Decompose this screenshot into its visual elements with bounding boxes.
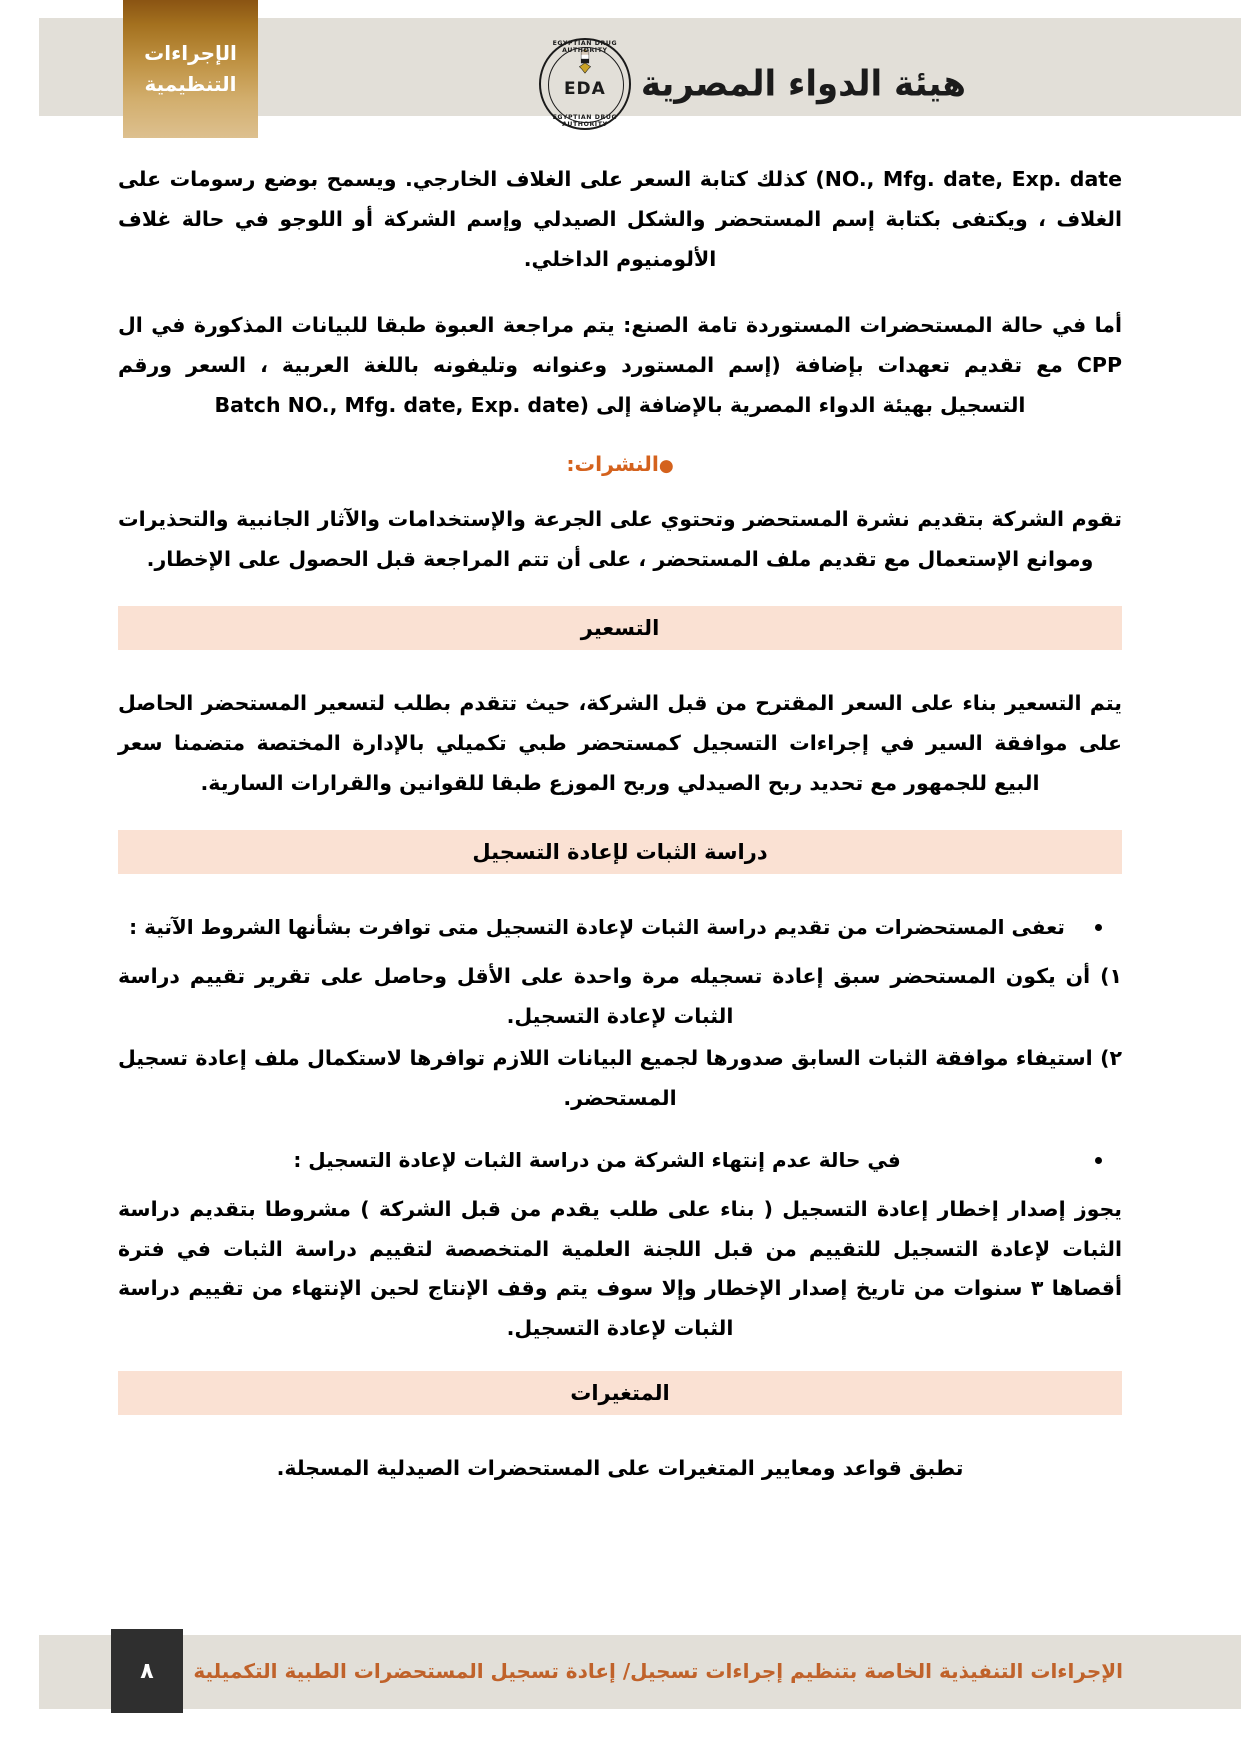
page-header — [0, 0, 1241, 160]
paragraph-imported-products: أما في حالة المستحضرات المستوردة تامة الصنع: يتم مراجعة العبوة طبقا للبيانات المذكورة في ال CPP مع تقديم تعهدات بإضافة (إسم المستورد وعنوانه وتليفونه باللغة العربية ، السعر ورقم التسجيل بهيئة الدواء المصرية بالإضافة إلى (Batch NO., Mfg. date, Exp. date — [118, 312, 1122, 417]
seal-ring-text-top: EGYPTIAN DRUG AUTHORITY — [552, 39, 618, 54]
paragraph-leaflets: تقوم الشركة بتقديم نشرة المستحضر وتحتوي على الجرعة والإستخدامات والآثار الجانبية والتحذيرات وموانع الإستعمال مع تقديم ملف المستحضر ، على أن تتم المراجعة قبل الحصول على الإخطار. — [118, 506, 1122, 571]
list-item-text: أن يكون المستحضر سبق إعادة تسجيله مرة واحدة على الأقل وحاصل على تقرير تقييم دراسة الثبات لإعادة التسجيل. — [118, 963, 1091, 1028]
page-number-box — [111, 1629, 183, 1713]
bullet-dot-icon: ● — [658, 455, 674, 476]
list-item: تعفى المستحضرات من تقديم دراسة الثبات لإعادة التسجيل متى توافرت بشأنها الشروط الآتية : — [118, 908, 1122, 947]
section-band-stability-study — [118, 830, 1122, 874]
footer-title: الإجراءات التنفيذية الخاصة بتنظيم إجراءات تسجيل/ إعادة تسجيل المستحضرات الطبية التكميلية — [193, 1659, 1123, 1683]
page-number: ٨ — [140, 1658, 154, 1684]
paragraph-pricing: يتم التسعير بناء على السعر المقترح من قبل الشركة، حيث تتقدم بطلب لتسعير المستحضر الحاصل على موافقة السير في إجراءات التسجيل كمستحضر طبي تكميلي بالإدارة المختصة متضمنا سعر البيع للجمهور مع تحديد ربح الصيدلي وربح الموزع طبقا للقوانين والقرارات السارية. — [118, 690, 1122, 795]
section-band-pricing — [118, 606, 1122, 650]
list-item-number: ١) — [1100, 963, 1123, 988]
section-title-variations: المتغيرات — [570, 1381, 670, 1406]
eda-logo — [539, 38, 966, 130]
paragraph-packaging-rules: NO., Mfg. date, Exp. date) كذلك كتابة السعر على الغلاف الخارجي. ويسمح بوضع رسومات على الغلاف ، ويكتفى بكتابة إسم المستحضر والشكل الصيدلي وإسم الشركة أو اللوجو في حالة غلاف الألومنيوم الداخلي. — [118, 167, 1123, 271]
header-badge-line2: التنظيمية — [144, 72, 237, 96]
header-badge — [123, 0, 258, 138]
list-item — [118, 957, 1122, 1037]
leaflets-heading — [118, 452, 1122, 476]
leaflets-heading-label: النشرات: — [566, 451, 659, 476]
logo-arabic-text: هيئة الدواء المصرية — [640, 63, 966, 105]
stability-exemption-list — [118, 908, 1122, 947]
stability-conditions-list — [118, 957, 1122, 1119]
paragraph-variations: تطبق قواعد ومعايير المتغيرات على المستحضرات الصيدلية المسجلة. — [276, 1456, 964, 1481]
seal-ring-text-bottom: EGYPTIAN DRUG AUTHORITY — [552, 114, 618, 128]
list-item: في حالة عدم إنتهاء الشركة من دراسة الثبات لإعادة التسجيل : — [118, 1141, 1122, 1180]
section-title-stability-study: دراسة الثبات لإعادة التسجيل — [472, 839, 768, 864]
eda-seal-icon — [539, 38, 631, 130]
section-band-variations — [118, 1371, 1122, 1415]
stability-incomplete-list — [118, 1141, 1122, 1180]
section-title-pricing: التسعير — [580, 615, 660, 640]
list-item-text: استيفاء موافقة الثبات السابق صدورها لجميع البيانات اللازم توافرها لاستكمال ملف إعادة تسجيل المستحضر. — [118, 1045, 1093, 1110]
list-item — [118, 1039, 1122, 1119]
seal-eda-mark: EDA — [563, 79, 606, 99]
page-content — [118, 160, 1122, 1515]
page-footer — [0, 1580, 1241, 1755]
list-item-number: ٢) — [1100, 1045, 1122, 1070]
paragraph-stability-notice: يجوز إصدار إخطار إعادة التسجيل ( بناء على طلب يقدم من قبل الشركة ) مشروطا بتقديم دراسة الثبات لإعادة التسجيل للتقييم من قبل اللجنة العلمية المتخصصة لتقييم دراسة الثبات في فترة أقصاها ٣ سنوات من تاريخ إصدار الإخطار وإلا سوف يتم وقف الإنتاج لحين الإنتهاء من تقييم دراسة الثبات لإعادة التسجيل. — [118, 1196, 1122, 1341]
header-badge-line1: الإجراءات — [144, 41, 237, 65]
